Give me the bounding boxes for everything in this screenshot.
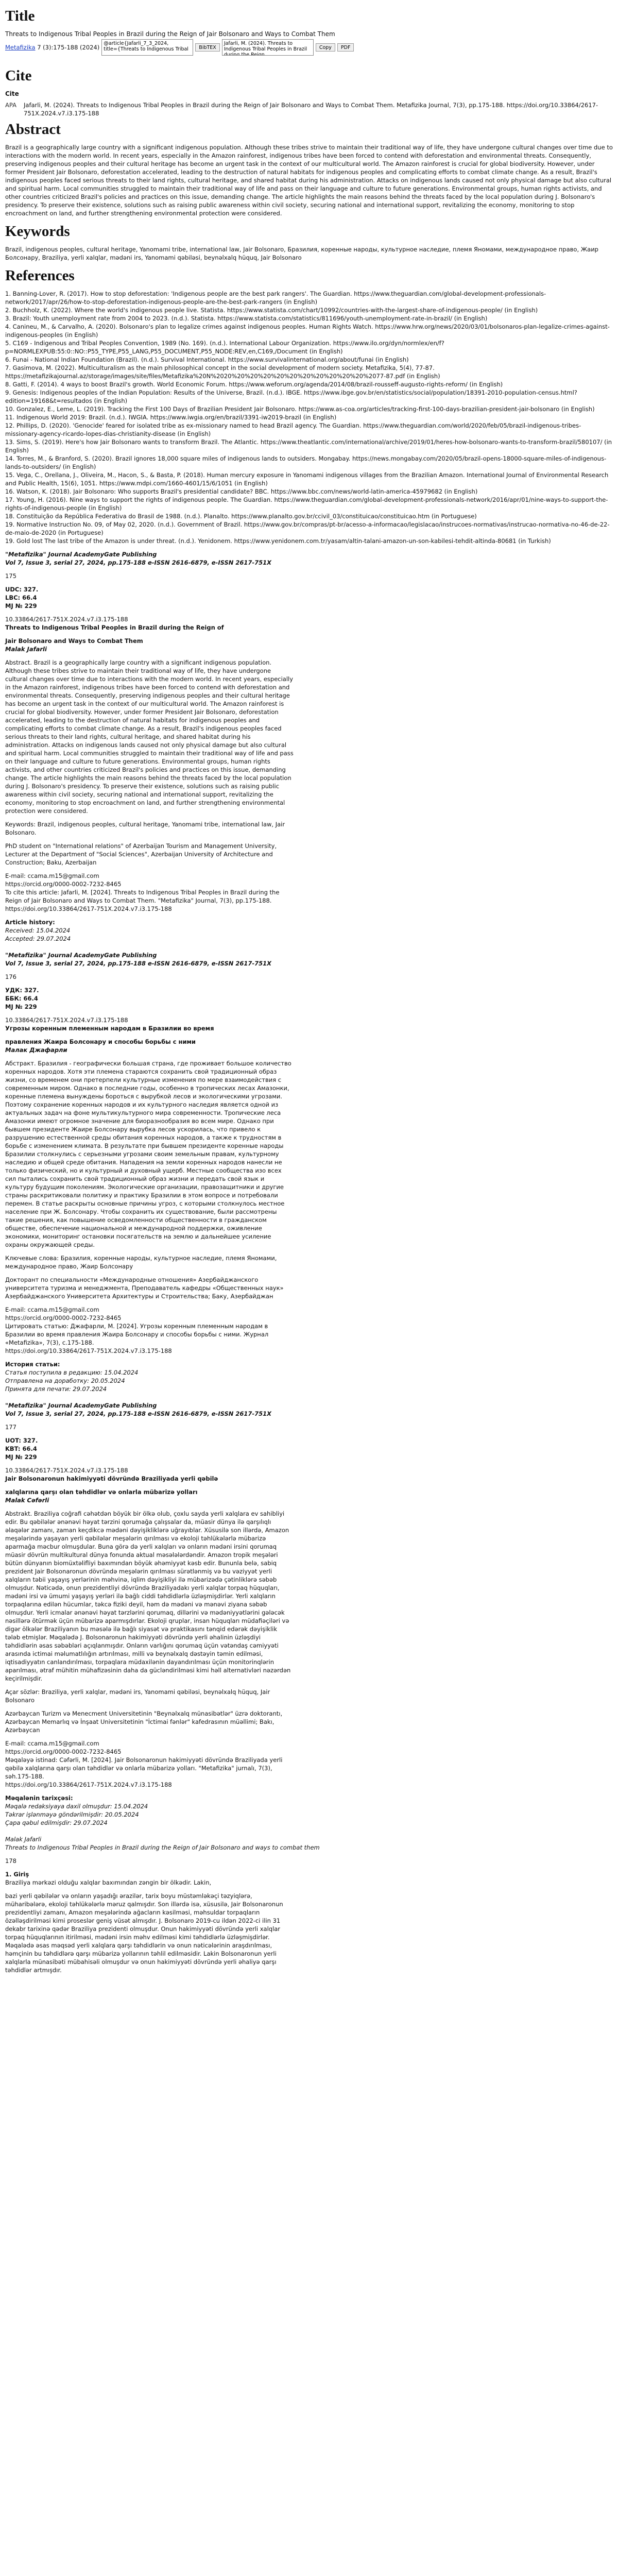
- journal-issue: Vol 7, Issue 3, serial 27, 2024, pp.175-188 e-ISSN 2616-6879, e-ISSN 2617-751X: [5, 1410, 272, 1417]
- reference-item: 11. Indigenous World 2019: Brazil. (n.d.). IWGIA. https://www.iwgia.org/en/brazil/3391-iw2019-brazil (in English): [5, 414, 337, 421]
- keywords-text: Brazil, indigenous peoples, cultural heritage, Yanomami tribe, international law, Jair Bolsonaro, Бразилия, коренные народы, культурное наследие, племя Яномами, международное право, Жаир Болсонару, Braziliya, yerli xalqlar, mədəni irs, Yanomami qəbiləsi, beynəlxalq hüquq, Jair Bolsonaro: [5, 246, 598, 261]
- references-heading: References: [5, 267, 75, 284]
- cite-doi: https://doi.org/10.33864/2617-751X.2024.v7.i3.175-188: [5, 905, 172, 912]
- page-number: 178: [5, 1857, 16, 1865]
- doi-text: 10.33864/2617-751X.2024.v7.i3.175-188: [5, 616, 128, 623]
- history-heading: История статьи:: [5, 1361, 60, 1368]
- reference-item: 9. Genesis: Indigenous peoples of the Indian Population: Results of the Universe, Brazil. (n.d.). IBGE. https://www.ibge.gov.br/en/statistics/social/population/18391-2010-population-census.html?edition=19168&t=resultados (in English): [5, 389, 577, 404]
- references-list: [5, 290, 613, 545]
- author-affiliation: Докторант по специальности «Международные отношения» Азербайджанского университета туризма и менеджмента, Преподаватель кафедры «Общественных наук» Азербайджанского Университета Архитектуры и Строительства; Баку, Азербайджан: [5, 1276, 284, 1300]
- lbc-code: KBT: 66.4: [5, 1445, 37, 1452]
- abstract-text: Brazil is a geographically large country with a significant indigenous population. Although these tribes strive to maintain their traditional way of life, they have undergone cultural changes over time due to interactions with the modern world. In recent years, especially in the Amazon rainforest, indigenous tribes have been forced to contend with deforestation and environmental threats. Consequently, preserving indigenous peoples and their cultural heritage has become an urgent task in the context of our multicultural world. The Amazon rainforest is crucial for global biodiversity. However, under former President Jair Bolsonaro, deforestation accelerated, leading to the destruction of natural habitats for indigenous peoples and complicating efforts to combat climate change. As a result, Brazil's indigenous peoples faced serious threats to their land rights, cultural heritage, and shared habitat during his administration. Attacks on indigenous lands caused not only physical damage but also cultural and spiritual harm. Local communities struggled to maintain their traditional way of life and pass on their language and culture to future generations. Environmental groups, human rights activists, and other countries criticized Brazil's policies and practices on this issue, demanding change. The article highlights the main reasons behind the threats faced by the local population during J. Bolsonaro's presidency. To preserve their existence, solutions such as raising public awareness within civil society, securing national and international support, revitalizing the economy, monitoring to stop encroachment on land, and further strengthening environmental protection were considered.: [5, 144, 613, 217]
- history-accepted: Принята для печати: 29.07.2024: [5, 1385, 107, 1393]
- lbc-code: LBC: 66.4: [5, 594, 37, 601]
- bibtex-field[interactable]: [101, 39, 193, 56]
- article-subtitle: Threats to Indigenous Tribal Peoples in Brazil during the Reign of Jair Bolsonaro and Ways to Combat Them: [5, 30, 335, 38]
- author-orcid: https://orcid.org/0000-0002-7232-8465: [5, 1314, 122, 1321]
- cite-subheading: Cite: [5, 90, 19, 97]
- lbc-code: ББК: 66.4: [5, 995, 38, 1002]
- mj-number: MJ № 229: [5, 1453, 37, 1461]
- author-affiliation: PhD student on "International relations" of Azerbaijan Tourism and Management University, Lecturer at the Department of "Social Sciences", Azerbaijan University of Architecture and Construction; Baku, Azerbaijan: [5, 842, 277, 866]
- reference-item: 7. Gasimova, M. (2022). Multiculturalism as the main philosophical concept in the social development of modern society. Metafizika, 5(4), 77-87. https://metafizikajournal.az/storage/images/site/files/Metafizika%20N%2020%20%20%20%20%20%20%20%20%20%20%2077-87.pdf (in English): [5, 364, 440, 380]
- article-title-line2: правления Жаира Болсонару и способы борьбы с ними: [5, 1038, 196, 1045]
- reference-item: 8. Gatti, F. (2014). 4 ways to boost Brazil's growth. World Economic Forum. https://www.weforum.org/agenda/2014/08/brazil-rousseff-augusto-rights-reform/ (in English): [5, 381, 503, 388]
- journal-name: "Metafizika" Journal AcademyGate Publishing: [5, 551, 157, 558]
- history-revised: Отправлена на доработку: 20.05.2024: [5, 1377, 125, 1384]
- reference-item: 17. Young, H. (2016). Nine ways to support the rights of indigenous people. The Guardian. https://www.theguardian.com/global-development-professionals-network/2016/apr/01/nine-ways-to-support-the-rights-of-indigenous-people (in English): [5, 496, 608, 512]
- citation-toolbar: [5, 39, 613, 64]
- reference-item: 3. Brazil: Youth unemployment rate from 2004 to 2023. (n.d.). Statista. https://www.statista.com/statistics/811696/youth-unemployment-rate-in-brazil/ (in English): [5, 315, 488, 322]
- reference-item: 1. Banning-Lover, R. (2017). How to stop deforestation: 'Indigenous people are the best park rangers'. The Guardian. https://www.theguardian.com/global-development-professionals-network/2017/apr/26/how-to-stop-deforestation-indigenous-people-are-the-best-park-rangers (in English): [5, 290, 546, 306]
- cite-article: Цитировать статью: Джафарли, М. [2024]. Угрозы коренным племенным народам в Бразилии во время правления Жаира Болсонару и способы борьбы с ними. Журнал «Metafizika», 7(3), с.175-188.: [5, 1323, 269, 1346]
- mj-number: MJ № 229: [5, 602, 37, 609]
- article-abstract: Abstrakt. Braziliya coğrafi cəhətdən böyük bir ölkə olub, çoxlu sayda yerli xalqlara ev sahibliyi edir. Bu qəbilələr ənənəvi həyat tərzini qorumağa çalışsalar da, müasir dünya ilə qarşılıqlı əlaqələr zamanı, zaman keçdikcə mədəni dəyişikliklərə uğrayıblar. Xüsusilə son illərdə, Amazon meşələrində yaşayan yerli qəbilələr meşələrin qırılması və ekoloji təhlükələrlə mübarizə aparmağa məcbur olmuşdular. Buna görə də yerli xalqları və onların mədəni irsini qorumaq müasir dövrün multikultural dünya fonunda aktual məsələlərdəndir. Amazon tropik meşələri bütün dünyanın biomüxtəlifliyi baxımından böyük əhəmiyyət kəsb edir. Bununla belə, sabiq prezident Jair Bolsonaronun dövründə meşələrin qırılması sürətlənmiş və bu vəziyyət yerli xalqların təbii yaşayış yerlərinin məhvinə, iqlim dəyişikliyi ilə mübarizədə çətinliklərə səbəb olmuşdur. Nəticədə, onun prezidentliyi dövründə Braziliyadakı yerli xalqlar torpaq hüquqları, mədəni irsi və ümumi yaşayış yerləri ilə bağlı ciddi təhdidlərlə üzləşmişdirlər. Yerli xalqların torpaqlarına edilən hücumlar, təkcə fiziki deyil, həm də mədəni və mənəvi ziyana səbəb olmuşdur. Yerli icmalar ənənəvi həyat tərzlərini qorumaq, dillərini və mədəniyyətlərini gələcək nəsillərə ötürmək üçün mübarizə aparmışdırlar. Ekoloji qruplar, insan hüquqları müdafiəçiləri və digər ölkələr Braziliyanın bu məsələ ilə bağlı siyasət və praktikasını tənqid edərək dəyişiklik tələb etmişlər. Məqalədə J. Bolsonaronun hakimiyyəti dövründə yerli əhalinin üzləşdiyi təhdidlərin əsas səbəbləri açıqlanmışdır. Onların varlığını qorumaq üçün vətəndaş cəmiyyəti arasında ictimai məlumatlılığın artırılması, milli və beynəlxalq dəstəyin təmin edilməsi, iqtisadiyyatın canlandırılması, torpaqlara müdaxilənin dayandırılması üçün monitorinqlərin aparılması, ətraf mühitin mühafizəsinin daha da gücləndirilməsi kimi həll alternativləri nəzərdən keçirilmişdir.: [5, 1510, 291, 1682]
- cite-doi: https://doi.org/10.33864/2617-751X.2024.v7.i3.175-188: [5, 1347, 172, 1354]
- journal-issue: Vol 7, Issue 3, serial 27, 2024, pp.175-188 e-ISSN 2616-6879, e-ISSN 2617-751X: [5, 559, 272, 566]
- reference-item: 18. Constituição da República Federativa do Brasil de 1988. (n.d.). Planalto. https://www.planalto.gov.br/ccivil_03/constituicao/constituicao.htm (in Portuguese): [5, 513, 477, 520]
- history-received: Məqalə redaksiyaya daxil olmuşdur: 15.04.2024: [5, 1803, 148, 1810]
- history-heading: Article history:: [5, 919, 55, 926]
- reference-item: 6. Funai - National Indian Foundation (Brazil). (n.d.). Survival International. https://www.survivalinternational.org/about/funai (in English): [5, 356, 409, 363]
- apa-text: Jafarli, M. (2024). Threats to Indigenous Tribal Peoples in Brazil during the Reign of Jair Bolsonaro and Ways to Combat Them. Metafizika Journal, 7(3), pp.175-188. https://doi.org/10.33864/2617-751X.2024.v7.i3.175-188: [24, 101, 598, 117]
- history-revised: Təkrar işlənməyə göndərilmişdir: 20.05.2024: [5, 1811, 139, 1818]
- reference-item: 13. Sims, S. (2019). Here's how Jair Bolsonaro wants to transform Brazil. The Atlantic. https://www.theatlantic.com/international/archive/2019/01/heres-how-bolsonaro-wants-to-transform-brazil/580107/ (in English): [5, 438, 612, 454]
- cite-heading: Cite: [5, 67, 32, 84]
- cite-article: To cite this article: Jafarli, M. [2024]. Threats to Indigenous Tribal Peoples in Brazil during the Reign of Jair Bolsonaro and Ways to Combat Them. "Metafizika" Journal, 7(3), pp.175-188.: [5, 889, 280, 904]
- journal-ref: 7 (3):175-188 (2024): [37, 44, 100, 51]
- reference-item: 4. Canineu, M., & Carvalho, A. (2020). Bolsonaro's plan to legalize crimes against indigenous peoples. Human Rights Watch. https://www.hrw.org/news/2020/03/01/bolsonaros-plan-legalize-crimes-against-indigenous-peoples (in English): [5, 323, 610, 338]
- russian-section: [5, 951, 613, 1393]
- author-orcid: https://orcid.org/0000-0002-7232-8465: [5, 1748, 122, 1755]
- page-number: 177: [5, 1423, 16, 1431]
- azerbaijani-section: [5, 1401, 613, 1827]
- cite-article: Məqaləyə istinad: Cəfərli, M. [2024]. Jair Bolsonaronun hakimiyyəti dövründə Braziliyada yerli qəbilə xalqlarına qarşı olan təhdidlər və onlarla mübarizə yolları. "Metafizika" jurnalı, 7(3), səh.175-188.: [5, 1756, 283, 1780]
- article-keywords: Keywords: Brazil, indigenous peoples, cultural heritage, Yanomami tribe, international law, Jair Bolsonaro.: [5, 821, 285, 836]
- english-section: [5, 550, 613, 943]
- citation-field[interactable]: [222, 39, 314, 56]
- journal-ref-wrap: [5, 39, 99, 52]
- author-affiliation: Azərbaycan Turizm və Menecment Universitetinin "Beynəlxalq münasibətlər" üzrə doktorantı, Azərbaycan Memarlıq və İnşaat Universitetinin "İctimai fənlər" kafedrasının müəllimi; Bakı, Azərbaycan: [5, 1710, 283, 1734]
- mj-number: MJ № 229: [5, 1003, 37, 1010]
- article-body-start: [5, 1835, 613, 1974]
- doi-text: 10.33864/2617-751X.2024.v7.i3.175-188: [5, 1467, 128, 1474]
- copy-button[interactable]: Copy: [316, 43, 335, 52]
- reference-item: 12. Phillips, D. (2020). 'Genocide' feared for isolated tribe as ex-missionary named to head Brazil agency. The Guardian. https://www.theguardian.com/world/2020/feb/05/brazil-indigenous-tribes-missionary-agency-ricardo-lopes-dias-christianity-disease (in English): [5, 422, 581, 437]
- reference-item: 14. Torres, M., & Branford, S. (2020). Brazil ignores 18,000 square miles of indigenous lands to outsiders. Mongabay. https://news.mongabay.com/2020/05/brazil-opens-18000-square-miles-of-indigenous-lands-to-outsiders/ (in English): [5, 455, 607, 470]
- article-title-line2: xalqlarına qarşı olan təhdidlər və onlarla mübarizə yolları: [5, 1488, 198, 1496]
- abstract-heading: Abstract: [5, 121, 61, 138]
- reference-item: 15. Vega, C., Orellana, J., Oliveira, M., Hacon, S., & Basta, P. (2018). Human mercury exposure in Yanomami indigenous villages from the Brazilian Amazon. International Journal of Environmental Research and Public Health, 15(6), 1051. https://www.mdpi.com/1660-4601/15/6/1051 (in English): [5, 471, 609, 487]
- cite-doi: https://doi.org/10.33864/2617-751X.2024.v7.i3.175-188: [5, 1781, 172, 1788]
- journal-name: "Metafizika" Journal AcademyGate Publishing: [5, 952, 157, 959]
- journal-issue: Vol 7, Issue 3, serial 27, 2024, pp.175-188 e-ISSN 2616-6879, e-ISSN 2617-751X: [5, 960, 272, 967]
- article-keywords: Ключевые слова: Бразилия, коренные народы, культурное наследие, племя Яномами, международное право, Жаир Болсонару: [5, 1255, 277, 1270]
- udc-code: UDC: 327.: [5, 586, 39, 593]
- history-accepted: Accepted: 29.07.2024: [5, 935, 71, 942]
- article-title: Jair Bolsonaronun hakimiyyəti dövründə Braziliyada yerli qəbilə: [5, 1475, 218, 1482]
- reference-item: 5. C169 - Indigenous and Tribal Peoples Convention, 1989 (No. 169). (n.d.). International Labour Organization. https://www.ilo.org/dyn/normlex/en/f?p=NORMLEXPUB:55:0::NO::P55_TYPE,P55_LANG,P55_DOCUMENT,P55_NODE:REV,en,C169,/Document (in English): [5, 340, 444, 355]
- history-received: Received: 15.04.2024: [5, 927, 71, 934]
- history-heading: Məqalənin tarixçəsi:: [5, 1794, 73, 1802]
- body-paragraph: Braziliya mərkəzi olduğu xalqlar baxımından zəngin bir ölkədir. Lakin,: [5, 1879, 212, 1886]
- section-heading: 1. Giriş: [5, 1871, 29, 1878]
- author-name: Malak Jafarli: [5, 646, 47, 653]
- apa-label: APA: [5, 101, 16, 109]
- doi-text: 10.33864/2617-751X.2024.v7.i3.175-188: [5, 1016, 128, 1024]
- article-title: Threats to Indigenous Tribal Peoples in Brazil during the Reign of: [5, 624, 224, 631]
- history-received: Статья поступила в редакцию: 15.04.2024: [5, 1369, 139, 1376]
- author-name: Malak Cəfərli: [5, 1497, 49, 1504]
- reference-item: 10. Gonzalez, E., Leme, L. (2019). Tracking the First 100 Days of Brazilian President Jair Bolsonaro. https://www.as-coa.org/articles/tracking-first-100-days-brazilian-president-jair-bolsonaro (in English): [5, 405, 595, 413]
- keywords-heading: Keywords: [5, 223, 70, 240]
- article-keywords: Açar sözlər: Braziliya, yerli xalqlar, mədəni irs, Yanomami qəbiləsi, beynəlxalq hüquq, Jair Bolsonaro: [5, 1688, 270, 1704]
- apa-citation: [5, 101, 613, 117]
- reference-item: 19. Normative Instruction No. 09, of May 02, 2020. (n.d.). Government of Brazil. https://www.gov.br/compras/pt-br/acesso-a-informacao/legislacao/instrucoes-normativas/instrucao-normativa-no-46-de-22-de-maio-de-2020 (in Portuguese): [5, 521, 610, 536]
- pdf-button[interactable]: PDF: [337, 43, 354, 52]
- body-paragraph: bazi yerli qəbilələr və onların yaşadığı ərazilər, tarix boyu müstəmləkəçi təzyiqlərə, müharibələrə, ekoloji təhlükələrlə məruz qalmışdır. Son illərdə isə, xüsusilə, Jair Bolsonaronun prezidentliyi zamanı, Amazon meşələrində ağacların kəsilməsi, məhsuldar torpaqların özəlləşdirilməsi kimi proseslər geniş vüsət almışdır. J. Bolsonaro 2019-cu ildən 2022-ci ilin 31 dekabr tarixinə qədər Braziliya prezidenti olmuşdur. Onun hakimiyyəti dövründə yerli xalqlar torpaq hüquqlarının itirilməsi, mədəni irsin məhv edilməsi kimi təhdidlərlə üzləşmişdirlər. Məqalədə əsas məqsəd yerli xalqlara qarşı təhdidlərin və onun nəticələrinin araşdırılması, həmçinin bu təhdidlərə qarşı mübarizə yollarının təhlil edilməsidir. Lakin Bolsonaronun yerli xalqlarla münasibəti mübahisəli olmuşdur və onun hakimiyyəti dövründə yerli əhaliyə qarşı təhdidlər artmışdır.: [5, 1892, 283, 1974]
- page-number: 176: [5, 973, 16, 980]
- article-title: Угрозы коренным племенным народам в Бразилии во время: [5, 1025, 214, 1032]
- article-title-line2: Jair Bolsonaro and Ways to Combat Them: [5, 637, 143, 645]
- reference-item: 16. Watson, K. (2018). Jair Bolsonaro: Who supports Brazil's presidential candidate? BBC. https://www.bbc.com/news/world-latin-america-45979682 (in English): [5, 488, 478, 495]
- author-email: E-mail: ccama.m15@gmail.com: [5, 1740, 99, 1747]
- author-email: E-mail: ccama.m15@gmail.com: [5, 1306, 99, 1313]
- udc-code: УДК: 327.: [5, 987, 39, 994]
- journal-name: "Metafizika" Journal AcademyGate Publishing: [5, 1402, 157, 1409]
- author-orcid: https://orcid.org/0000-0002-7232-8465: [5, 880, 122, 888]
- udc-code: UOT: 327.: [5, 1437, 38, 1444]
- history-accepted: Çapa qəbul edilmişdir: 29.07.2024: [5, 1819, 108, 1826]
- article-abstract: Абстракт. Бразилия - географически большая страна, где проживает большое количество коренных народов. Хотя эти племена стараются сохранить свой традиционный образ жизни, со временем они претерпели культурные изменения по мере взаимодействия с современным миром. Однако в последние годы, особенно в тропических лесах Амазонки, коренные племена вынуждены бороться с вырубкой лесов и экологическими угрозами. Поэтому сохранение коренных народов и их культурного наследия является одной из актуальных задач на фоне мультикультурного мира современности. Тропические леса Амазонки имеют огромное значение для биоразнообразия во всем мире. Однако при бывшем президенте Жаире Болсонару вырубка лесов ускорилась, что привело к разрушению естественной среды обитания коренных народов, а также к трудностям в борьбе с изменением климата. В результате при бывшем президенте коренные народы Бразилии столкнулись с серьезными угрозами своим земельным правам, культурному наследию и общей среде обитания. Нападения на земли коренных народов нанесли не только физический, но и культурный и духовный ущерб. Местные сообщества изо всех сил пытались сохранить свой традиционный образ жизни и передать свой язык и культуру будущим поколениям. Экологические организации, правозащитники и другие страны раскритиковали политику и практику Бразилии в этом вопросе и потребовали перемен. В статье раскрыты основные причины угроз, с которыми столкнулось местное население при Ж. Болсонару. Чтобы сохранить их существование, были рассмотрены такие решения, как повышение осведомленности общественности в гражданском обществе, обеспечение национальной и международной поддержки, оживление экономики, мониторинг остановки посягательств на землю и дальнейшее усиление охраны окружающей среды.: [5, 1060, 291, 1248]
- author-email: E-mail: ccama.m15@gmail.com: [5, 872, 99, 879]
- reference-item: 19. Gold lost The last tribe of the Amazon is under threat. (n.d.). Yenidonem. https://www.yenidonem.com.tr/yasam/altin-talani-amazon-un-son-kabilesi-tehdit-altinda-80681 (in Turkish): [5, 537, 551, 545]
- author-name: Малак Джафарли: [5, 1046, 67, 1054]
- running-title: Threats to Indigenous Tribal Peoples in Brazil during the Reign of Jair Bolsonaro and ways to combat them: [5, 1844, 320, 1851]
- bibtex-button[interactable]: BibTEX: [195, 43, 220, 52]
- page-number: 175: [5, 572, 16, 580]
- journal-link[interactable]: Metafizika: [5, 44, 36, 51]
- reference-item: 2. Buchholz, K. (2022). Where the world's indigenous people live. Statista. https://www.statista.com/chart/10992/countries-with-the-largest-share-of-indigenous-people/ (in English): [5, 307, 538, 314]
- page-title: Title: [5, 8, 35, 24]
- running-author: Malak Jafarli: [5, 1836, 42, 1843]
- article-abstract: Abstract. Brazil is a geographically large country with a significant indigenous population. Although these tribes strive to maintain their traditional way of life, they have undergone cultural changes over time due to interactions with the modern world. In recent years, especially in the Amazon rainforest, indigenous tribes have been forced to contend with deforestation and environmental threats. Consequently, preserving indigenous peoples and their cultural heritage has become an urgent task in the context of our multicultural world. The Amazon rainforest is crucial for global biodiversity. However, under former President Jair Bolsonaro, deforestation accelerated, leading to the destruction of natural habitats for indigenous peoples and complicating efforts to combat climate change. As a result, Brazil's indigenous peoples faced serious threats to their land rights, cultural heritage, and shared habitat during his administration. Attacks on indigenous lands caused not only physical damage but also cultural and spiritual harm. Local communities struggled to maintain their traditional way of life and pass on their language and culture to future generations. Environmental groups, human rights activists, and other countries criticized Brazil's policies and practices on this issue, demanding change. The article highlights the main reasons behind the threats faced by the local population during J. Bolsonaro's presidency. To preserve their existence, solutions such as raising public awareness within civil society, securing national and international support, revitalizing the economy, monitoring to stop encroachment on land, and further strengthening environmental protection were considered.: [5, 659, 294, 815]
